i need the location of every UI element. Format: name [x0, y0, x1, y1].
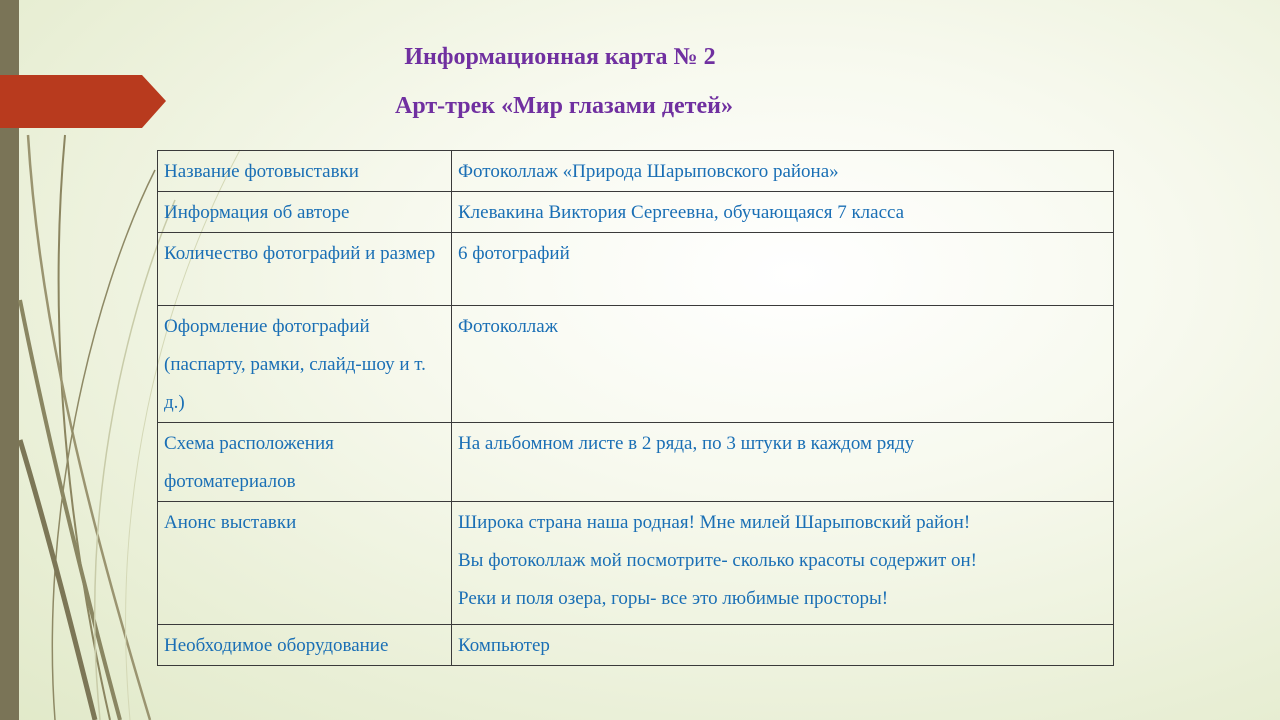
row-value-announcement: [452, 502, 1114, 625]
table-row: [158, 625, 1114, 666]
decorative-curve: [59, 135, 110, 720]
table-row: [158, 306, 1114, 423]
announcement-line: Вы фотоколлаж мой посмотрите- сколько красоты содержит он!: [458, 550, 978, 571]
row-value: 6 фотографий: [452, 233, 1114, 306]
row-value: На альбомном листе в 2 ряда, по 3 штуки в каждом ряду: [452, 423, 1114, 502]
row-value: Клевакина Виктория Сергеевна, обучающаяся 7 класса: [452, 192, 1114, 233]
row-label: Название фотовыставки: [158, 151, 452, 192]
announcement-line: Широка страна наша родная! Мне милей Шарыповский район!: [458, 512, 971, 533]
row-label: Информация об авторе: [158, 192, 452, 233]
table-row: [158, 192, 1114, 233]
table-row: [158, 423, 1114, 502]
table-row: [158, 502, 1114, 625]
row-label: Количество фотографий и размер: [158, 233, 452, 306]
table-row: [158, 233, 1114, 306]
row-value: Фотоколлаж: [452, 306, 1114, 423]
decorative-curve: [52, 170, 155, 720]
page-subtitle: Арт-трек «Мир глазами детей»: [395, 93, 733, 119]
table-row: [158, 151, 1114, 192]
row-label: Оформление фотографий (паспарту, рамки, слайд-шоу и т. д.): [158, 306, 452, 423]
row-label: Необходимое оборудование: [158, 625, 452, 666]
row-label: Анонс выставки: [158, 502, 452, 625]
decorative-curve: [20, 300, 120, 720]
announcement-line: Реки и поля озера, горы- все это любимые просторы!: [458, 588, 889, 609]
page-title: Информационная карта № 2: [404, 44, 716, 70]
row-value: Компьютер: [452, 625, 1114, 666]
info-table: [157, 150, 1114, 666]
row-value: Фотоколлаж «Природа Шарыповского района»: [452, 151, 1114, 192]
row-label: Схема расположения фотоматериалов: [158, 423, 452, 502]
